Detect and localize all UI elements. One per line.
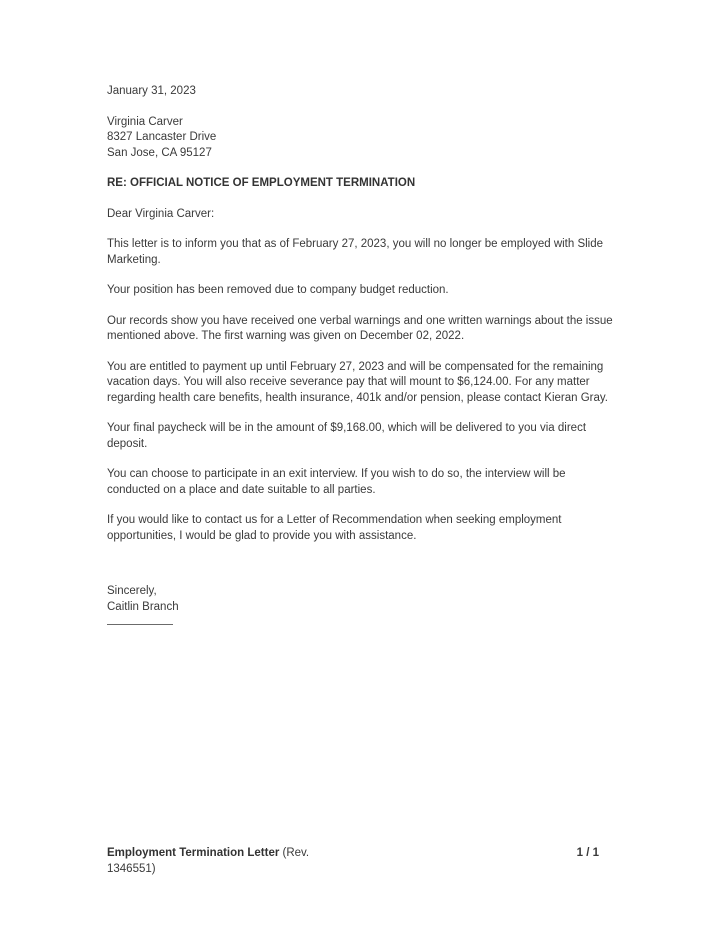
letter-subject: RE: OFFICIAL NOTICE OF EMPLOYMENT TERMINATION [107, 177, 416, 189]
recipient-street: 8327 Lancaster Drive [107, 131, 217, 143]
closing-block [107, 584, 613, 615]
recipient-name: Virginia Carver [107, 115, 183, 128]
paragraph-exit-interview: You can choose to participate in an exit interview. If you wish to do so, the interview will be conducted on a place and date suitable to all parties. [107, 468, 566, 496]
paragraph-termination-notice: This letter is to inform you that as of February 27, 2023, you will no longer be employed with Slide Marketing. [107, 238, 604, 266]
recipient-address-block [107, 115, 613, 162]
paragraph-recommendation: If you would like to contact us for a Letter of Recommendation when seeking employment opportunities, I would be glad to provide you with assistance. [107, 514, 562, 542]
footer-document-title [107, 846, 329, 877]
paragraph-final-paycheck: Your final paycheck will be in the amount of $9,168.00, which will be delivered to you via direct deposit. [107, 422, 587, 450]
paragraph-compensation: You are entitled to payment up until February 27, 2023 and will be compensated for the remaining vacation days. You will also receive severance pay that will mount to $6,124.00. For any matter regarding health care benefits, health insurance, 401k and/or pension, please contact Kieran Gray. [107, 360, 608, 404]
closing-word: Sincerely, [107, 585, 157, 597]
page-footer [107, 846, 613, 877]
paragraph-reason: Your position has been removed due to company budget reduction. [107, 284, 449, 296]
recipient-city-state-zip: San Jose, CA 95127 [107, 146, 212, 159]
footer-title-revision: (Rev. 1346551) [107, 847, 310, 875]
signer-name: Caitlin Branch [107, 600, 179, 613]
page-number-indicator: 1 / 1 [576, 847, 599, 859]
letter-content [107, 84, 613, 625]
signature-line [107, 624, 173, 625]
footer-title-bold: Employment Termination Letter [107, 847, 280, 859]
letter-salutation: Dear Virginia Carver: [107, 207, 215, 220]
letter-date: January 31, 2023 [107, 85, 196, 97]
paragraph-warnings: Our records show you have received one verbal warnings and one written warnings about the issue mentioned above. The first warning was given on December 02, 2022. [107, 314, 613, 342]
